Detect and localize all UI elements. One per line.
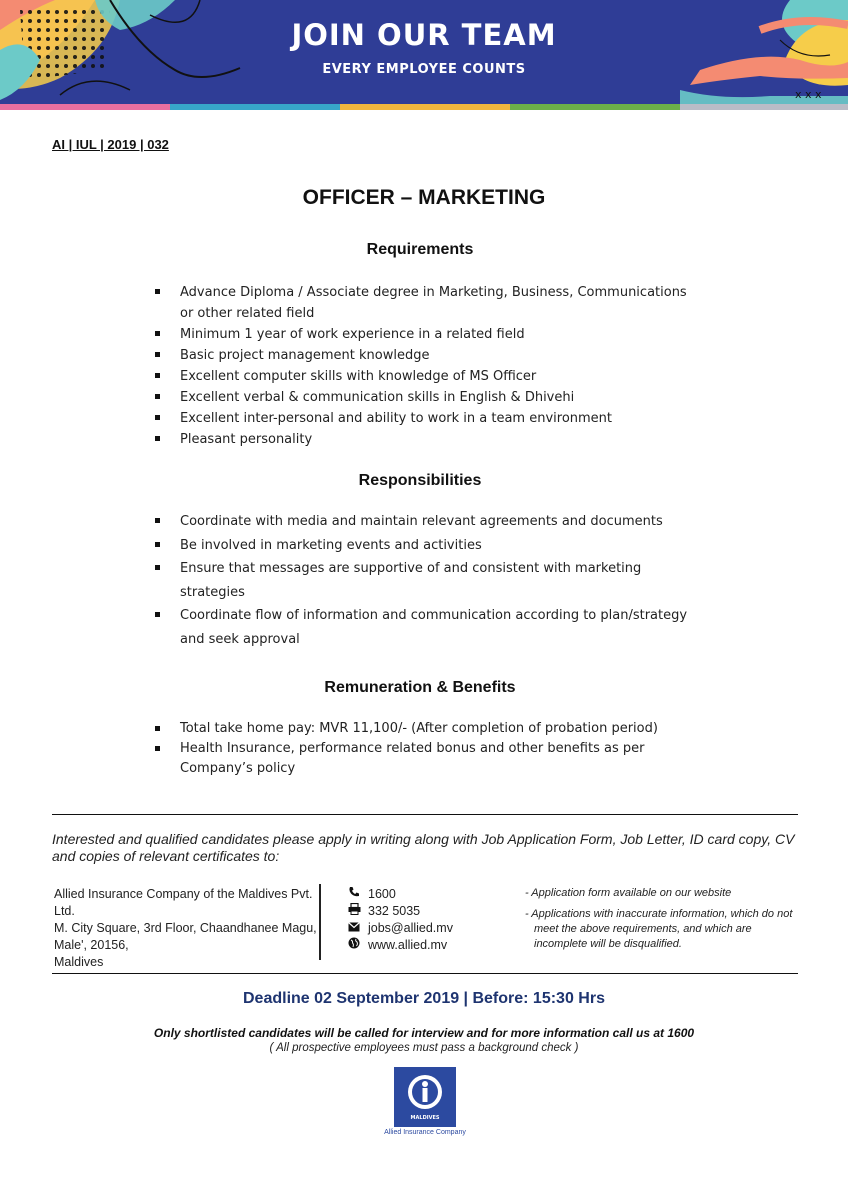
phone-number[interactable]: 1600: [368, 887, 396, 901]
banner-decoration: [0, 0, 848, 110]
header-banner: [0, 0, 848, 110]
banner-subtitle: EVERY EMPLOYEE COUNTS: [322, 62, 526, 77]
list-item: Excellent computer skills with knowledge of MS Officer: [155, 366, 695, 387]
responsibilities-heading: Responsibilities: [358, 472, 482, 489]
color-stripe: [0, 104, 170, 110]
contact-phone: [348, 886, 453, 903]
color-stripe: [170, 104, 340, 110]
list-item: Be involved in marketing events and activities: [155, 534, 695, 558]
globe-icon: [348, 937, 368, 954]
responsibilities-list: [155, 510, 695, 651]
vertical-divider: [319, 884, 321, 960]
remuneration-heading: Remuneration & Benefits: [324, 679, 516, 696]
list-item: Excellent inter-personal and ability to work in a team environment: [155, 408, 695, 429]
divider: [52, 973, 798, 974]
note-item: - Application form available on our website: [525, 887, 732, 899]
logo-wordmark: MALDIVES: [410, 1115, 440, 1121]
background-check-note: ( All prospective employees must pass a background check ): [269, 1042, 579, 1054]
address-line: Male', 20156,: [54, 938, 129, 952]
divider: [52, 814, 798, 815]
email-address[interactable]: jobs@allied.mv: [368, 921, 453, 935]
logo-caption: Allied Insurance Company: [384, 1129, 466, 1136]
svg-text:x x x: x x x: [795, 88, 822, 101]
reference-number: AI | IUL | 2019 | 032: [52, 137, 169, 152]
list-item: Total take home pay: MVR 11,100/- (After completion of probation period): [155, 719, 695, 739]
website-link[interactable]: www.allied.mv: [368, 938, 448, 952]
color-stripe: [340, 104, 510, 110]
list-item: Ensure that messages are supportive of and consistent with marketing strategies: [155, 557, 695, 604]
fax-icon: [348, 903, 368, 920]
contact-web: [348, 937, 453, 954]
company-address: [54, 886, 324, 971]
deadline: Deadline 02 September 2019 | Before: 15:30 Hrs: [243, 990, 605, 1007]
list-item: Basic project management knowledge: [155, 345, 695, 366]
list-item: Pleasant personality: [155, 429, 695, 450]
requirements-heading: Requirements: [366, 241, 474, 258]
list-item: Health Insurance, performance related bonus and other benefits as per Company’s policy: [155, 739, 695, 779]
phone-icon: [348, 886, 368, 903]
list-item: Coordinate flow of information and communication according to plan/strategy and seek approval: [155, 604, 695, 651]
contact-email: [348, 920, 453, 937]
list-item: Excellent verbal & communication skills in English & Dhivehi: [155, 387, 695, 408]
address-country: Maldives: [54, 955, 104, 969]
envelope-icon: [348, 920, 368, 937]
address-line: M. City Square, 3rd Floor, Chaandhanee Magu,: [54, 921, 317, 935]
application-instructions: Interested and qualified candidates please apply in writing along with Job Application Form, Job Letter, ID card copy, CV and copies of relevant certificates to:: [52, 831, 795, 864]
application-notes: [525, 886, 795, 958]
list-item: Advance Diploma / Associate degree in Marketing, Business, Communications or other related field: [155, 282, 695, 324]
note-item: - Applications with inaccurate information, which do not meet the above requirements, and which are incomplete will be disqualified.: [525, 908, 793, 950]
job-title: OFFICER – MARKETING: [302, 186, 546, 209]
requirements-list: [155, 282, 695, 450]
contact-fax: [348, 903, 453, 920]
banner-title: JOIN OUR TEAM: [291, 18, 557, 52]
company-logo: [394, 1067, 456, 1127]
color-stripe: [510, 104, 680, 110]
remuneration-list: [155, 719, 695, 779]
company-name: Allied Insurance Company of the Maldives Pvt. Ltd.: [54, 887, 313, 918]
list-item: Minimum 1 year of work experience in a related field: [155, 324, 695, 345]
fax-number[interactable]: 332 5035: [368, 904, 421, 918]
contact-details: [348, 886, 453, 954]
list-item: Coordinate with media and maintain relevant agreements and documents: [155, 510, 695, 534]
color-stripe: [680, 104, 848, 110]
shortlist-note: Only shortlisted candidates will be called for interview and for more information call us at 1600: [153, 1026, 695, 1040]
